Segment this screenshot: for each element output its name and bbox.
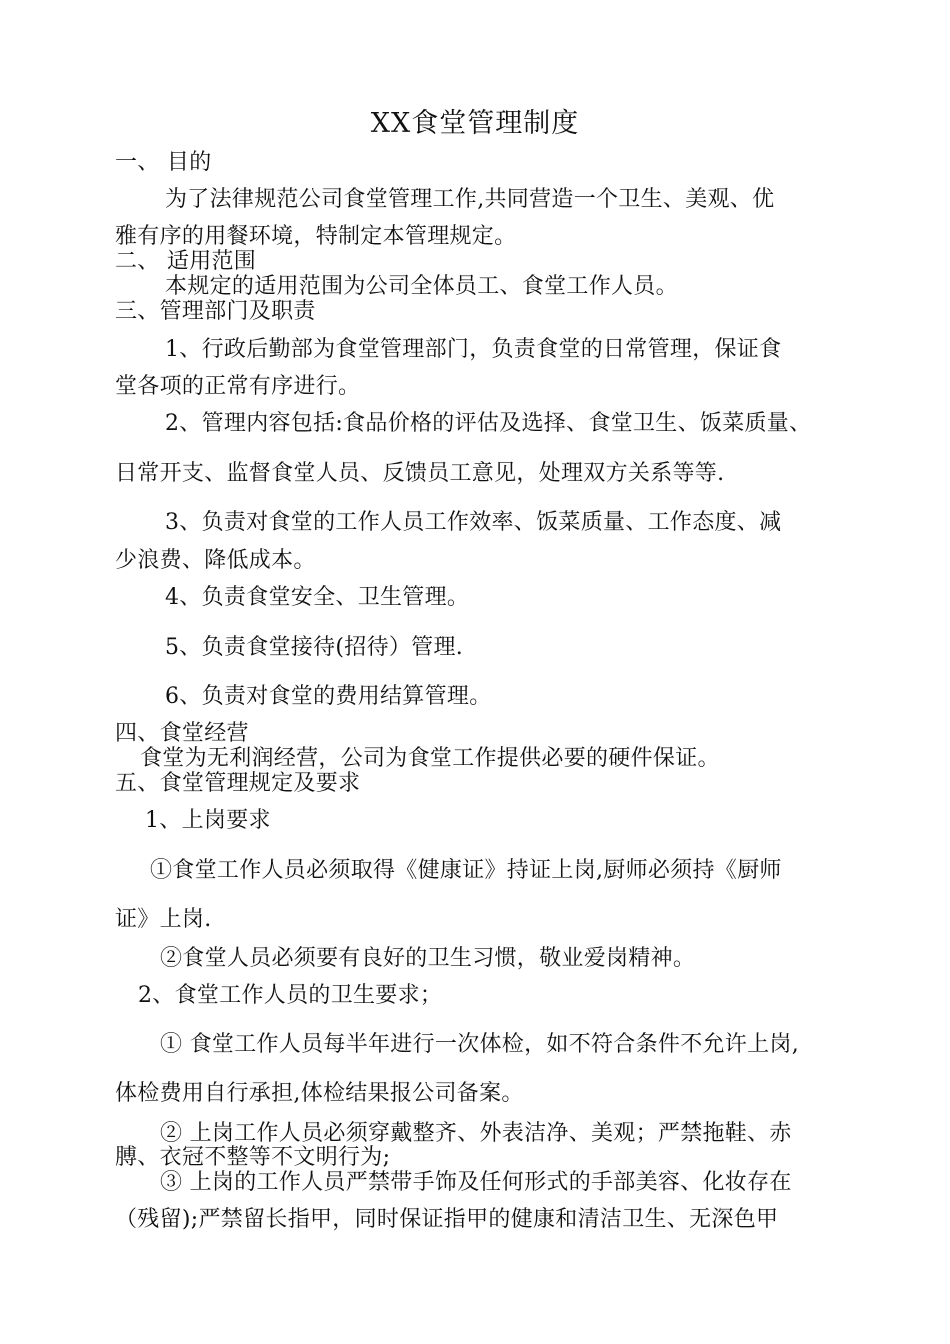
paragraph-line: 本规定的适用范围为公司全体员工、食堂工作人员。 (165, 274, 678, 299)
paragraph-line: （残留);严禁留长指甲，同时保证指甲的健康和清洁卫生、无深色甲 (115, 1207, 779, 1232)
paragraph-line: 1、行政后勤部为食堂管理部门，负责食堂的日常管理，保证食 (165, 337, 782, 362)
paragraph-line: 5、负责食堂接待(招待）管理. (165, 635, 464, 660)
paragraph-line: 3、负责对食堂的工作人员工作效率、饭菜质量、工作态度、减 (165, 510, 782, 535)
paragraph-line: 证》上岗. (115, 907, 212, 932)
paragraph-line: 食堂为无利润经营，公司为食堂工作提供必要的硬件保证。 (140, 746, 720, 771)
section-heading-rules: 五、食堂管理规定及要求 (115, 771, 361, 796)
paragraph-line: 6、负责对食堂的费用结算管理。 (165, 684, 492, 709)
paragraph-line: ②食堂人员必须要有良好的卫生习惯，敬业爱岗精神。 (160, 946, 696, 971)
paragraph-line: 体检费用自行承担,体检结果报公司备案。 (115, 1081, 524, 1106)
paragraph-line: 膊、衣冠不整等不文明行为; (115, 1145, 391, 1170)
paragraph-line: 少浪费、降低成本。 (115, 548, 316, 573)
section-heading-operation: 四、食堂经营 (115, 721, 249, 746)
paragraph-line: 2、管理内容包括:食品价格的评估及选择、食堂卫生、饭菜质量、 (165, 411, 812, 436)
paragraph-line: ①食堂工作人员必须取得《健康证》持证上岗,厨师必须持《厨师 (150, 858, 782, 883)
subsection-heading: 2、食堂工作人员的卫生要求； (138, 983, 443, 1008)
paragraph-line: ① 食堂工作人员每半年进行一次体检，如不符合条件不允许上岗, (160, 1032, 799, 1057)
paragraph-line: 日常开支、监督食堂人员、反馈员工意见，处理双方关系等等. (115, 461, 725, 486)
paragraph-line: ③ 上岗的工作人员严禁带手饰及任何形式的手部美容、化妆存在 (160, 1170, 792, 1195)
paragraph-line: 堂各项的正常有序进行。 (115, 374, 361, 399)
document-title: XX食堂管理制度 (370, 108, 580, 139)
section-heading-departments: 三、管理部门及职责 (115, 299, 316, 324)
subsection-heading: 1、上岗要求 (145, 808, 271, 833)
paragraph-line: 雅有序的用餐环境，特制定本管理规定。 (115, 224, 517, 249)
section-heading-purpose: 一、 目的 (115, 150, 212, 175)
paragraph-line: ② 上岗工作人员必须穿戴整齐、外表洁净、美观；严禁拖鞋、赤 (160, 1121, 792, 1146)
section-heading-scope: 二、 适用范围 (115, 249, 257, 274)
paragraph-line: 4、负责食堂安全、卫生管理。 (165, 585, 470, 610)
paragraph-line: 为了法律规范公司食堂管理工作,共同营造一个卫生、美观、优 (165, 187, 775, 212)
